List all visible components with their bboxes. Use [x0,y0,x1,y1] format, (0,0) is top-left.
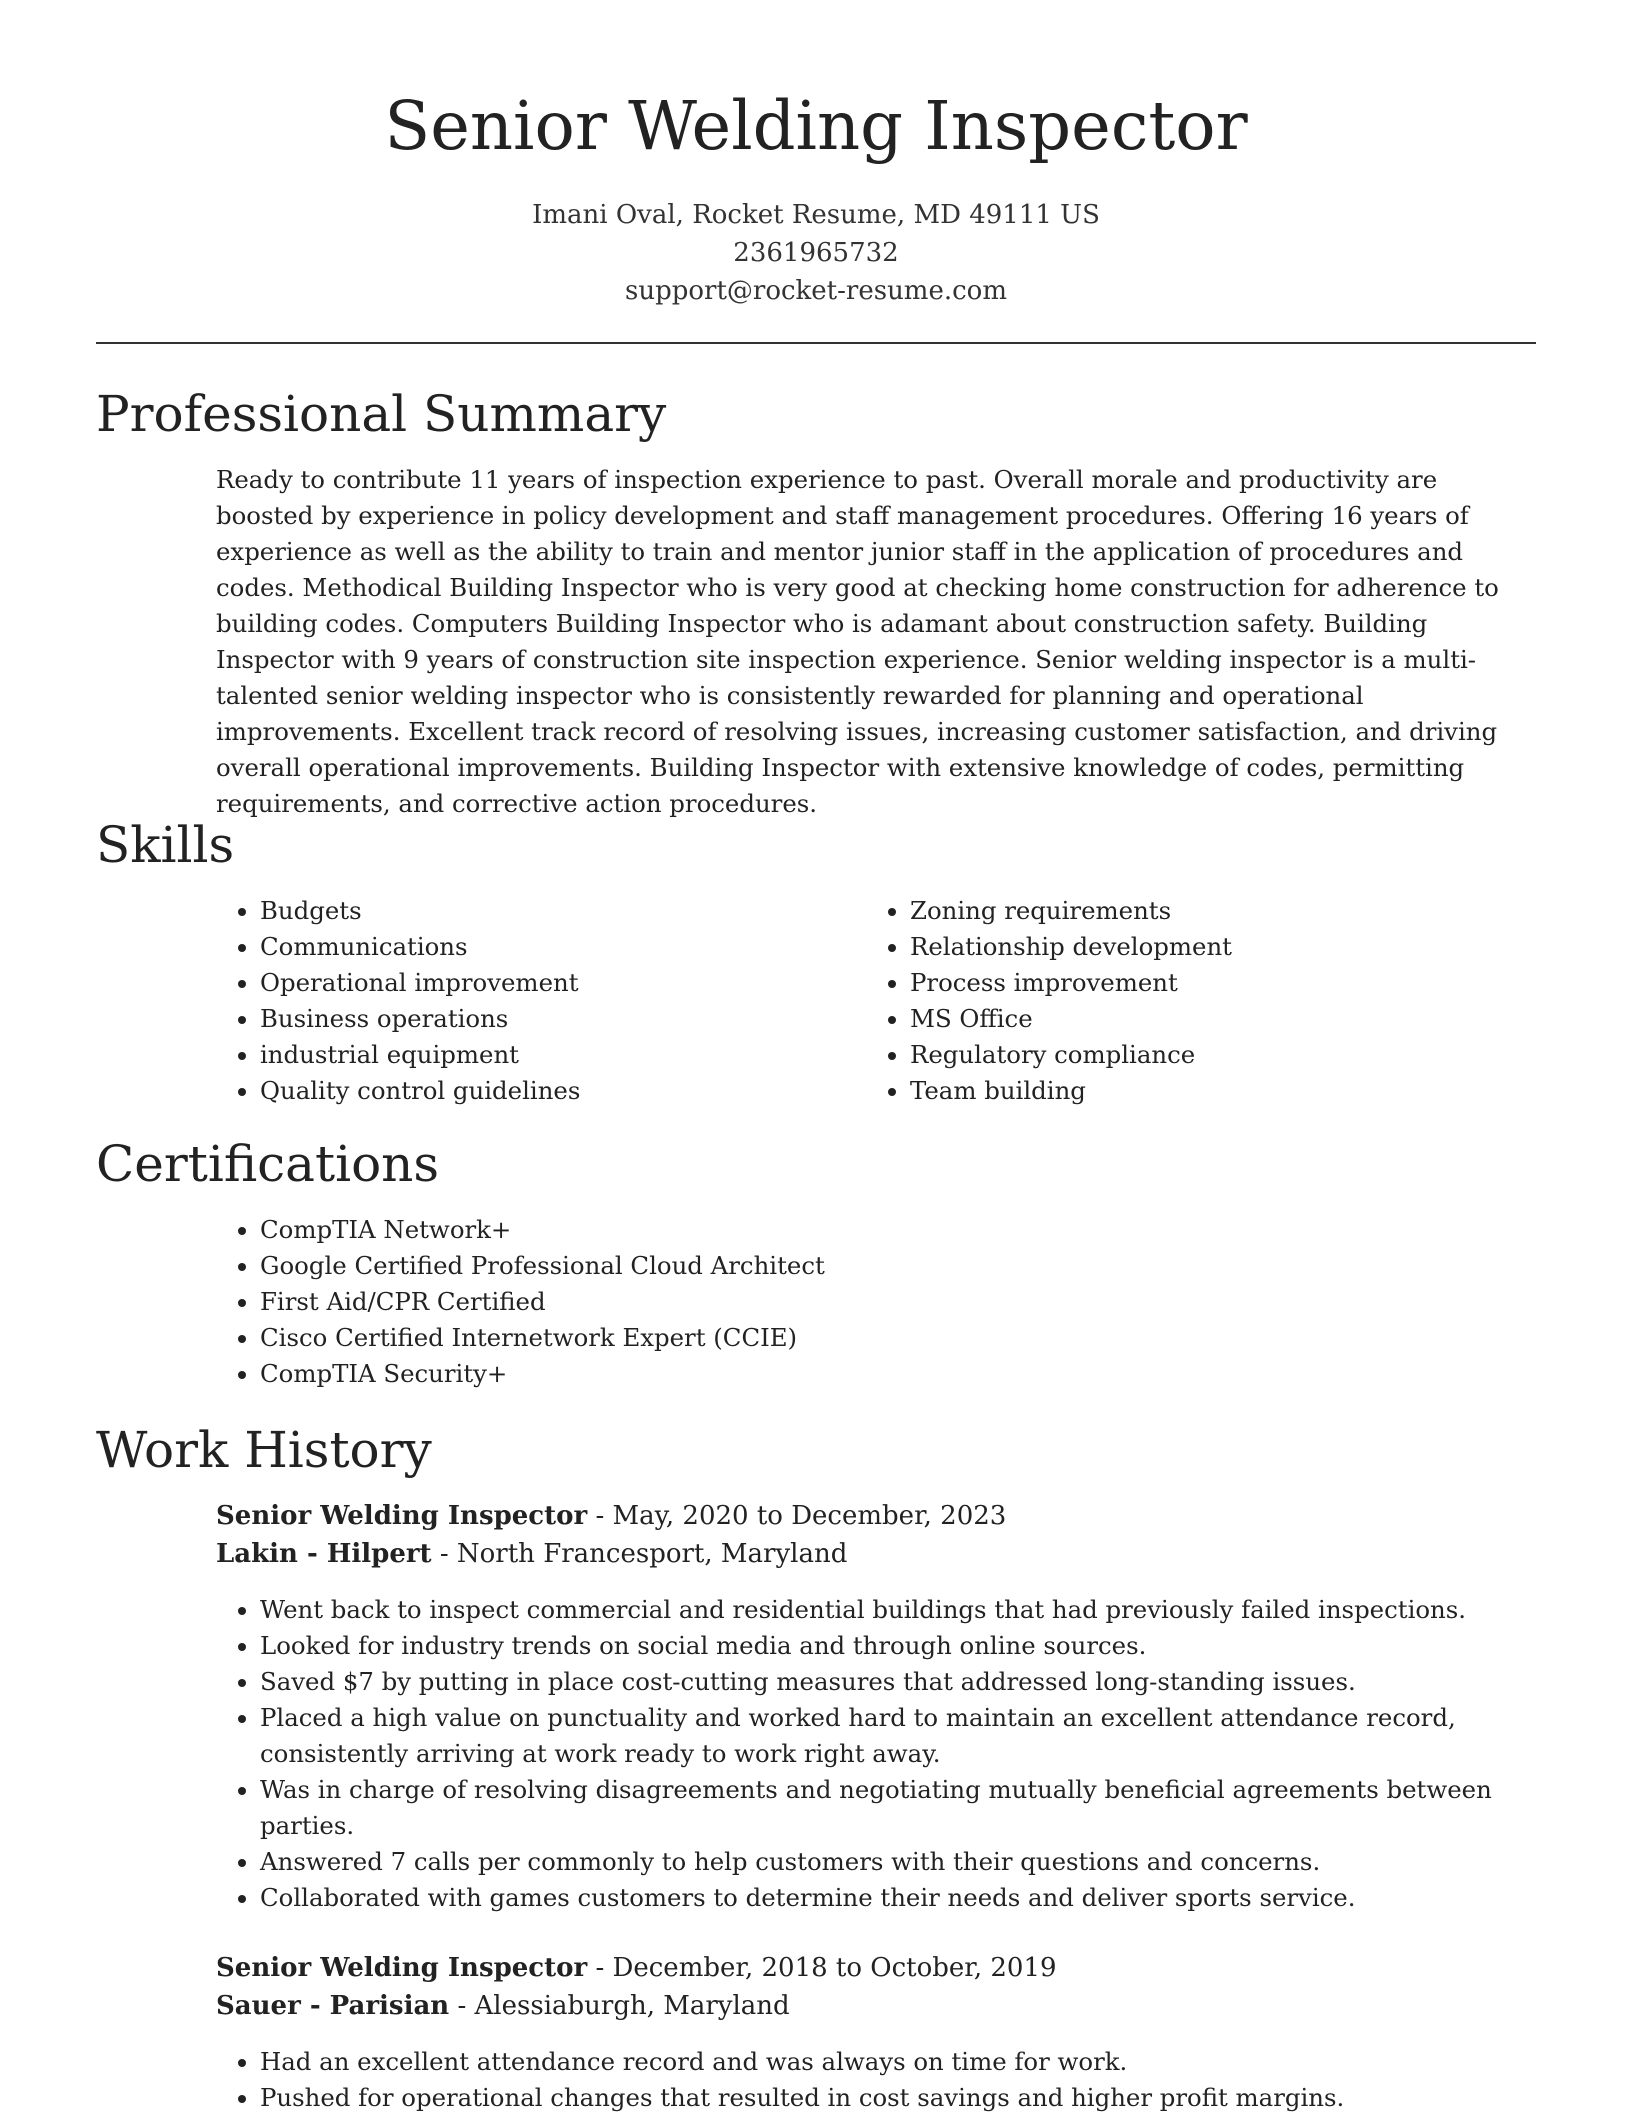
job-duty-item: • Looked for industry trends on social media and through online sources. [260,1628,1560,1664]
certification-item: • Cisco Certified Internetwork Expert (CCIE) [260,1320,1560,1356]
skill-item: • Communications [260,929,860,965]
job-duties-list [216,1592,1560,1916]
job-dates: May, 2020 to December, 2023 [612,1501,1007,1531]
job-title-line: Senior Welding Inspector - December, 2018 to October, 2019 [216,1953,1057,1983]
skill-item: • MS Office [910,1001,1550,1037]
contact-email: support@rocket-resume.com [624,276,1007,306]
job-company: Lakin - Hilpert [216,1539,432,1569]
certification-item: • First Aid/CPR Certified [260,1284,1560,1320]
certifications-list [216,1212,1560,1392]
skill-item: • Operational improvement [260,965,860,1001]
skill-item: • Business operations [260,1001,860,1037]
skill-item: • Relationship development [910,929,1550,965]
contact-address: Imani Oval, Rocket Resume, MD 49111 US [532,200,1100,230]
resume-name: Senior Welding Inspector [384,87,1248,165]
job-duty-item: • Had an excellent attendance record and was always on time for work. [260,2044,1560,2080]
job-duties-list [216,2044,1560,2116]
job-duty-item: • Answered 7 calls per commonly to help customers with their questions and concerns. [260,1844,1560,1880]
skill-item: • Zoning requirements [910,893,1550,929]
skill-item: • industrial equipment [260,1037,860,1073]
certifications-heading: Certifications [96,1135,440,1193]
job-duty-item: • Saved $7 by putting in place cost-cutting measures that addressed long-standing issues. [260,1664,1560,1700]
job-duty-item: • Placed a high value on punctuality and worked hard to maintain an excellent attendance record, consistently arriving at work ready to work right away. [260,1700,1560,1772]
skills-list-left [216,893,860,1109]
job-duty-item: • Collaborated with games customers to determine their needs and deliver sports service. [260,1880,1560,1916]
job-duty-item: • Pushed for operational changes that resulted in cost savings and higher profit margins. [260,2080,1560,2116]
certification-item: • CompTIA Network+ [260,1212,1560,1248]
skills-heading: Skills [96,816,235,874]
job-company: Sauer - Parisian [216,1991,450,2021]
job-duty-item: • Was in charge of resolving disagreements and negotiating mutually beneficial agreements between parties. [260,1772,1560,1844]
certification-item: • Google Certified Professional Cloud Architect [260,1248,1560,1284]
skill-item: • Budgets [260,893,860,929]
job-location: Alessiaburgh, Maryland [474,1991,790,2021]
job-title-line: Senior Welding Inspector - May, 2020 to December, 2023 [216,1501,1007,1531]
skill-item: • Regulatory compliance [910,1037,1550,1073]
skill-item: • Team building [910,1073,1550,1109]
resume-header [96,86,1536,310]
job-dates: December, 2018 to October, 2019 [612,1953,1057,1983]
work-history-heading: Work History [96,1421,432,1479]
skill-item: • Quality control guidelines [260,1073,860,1109]
job-duty-item: • Went back to inspect commercial and residential buildings that had previously failed inspections. [260,1592,1560,1628]
job-location: North Francesport, Maryland [456,1539,848,1569]
summary-text: Ready to contribute 11 years of inspection experience to past. Overall morale and productivity are boosted by experience in policy development and staff management procedures. Offering 16 years of experience as well as the ability to train and mentor junior staff in the application of procedures and codes. Methodical Building Inspector who is very good at checking home construction for adherence to building codes. Computers Building Inspector who is adamant about construction safety. Building Inspector with 9 years of construction site inspection experience. Senior welding inspector is a multi-talented senior welding inspector who is consistently rewarded for planning and operational improvements. Excellent track record of resolving issues, increasing customer satisfaction, and driving overall operational improvements. Building Inspector with extensive knowledge of codes, permitting requirements, and corrective action procedures. [216,465,1499,818]
header-divider [96,342,1536,344]
job-role: Senior Welding Inspector [216,1501,588,1531]
skill-item: • Process improvement [910,965,1550,1001]
job-role: Senior Welding Inspector [216,1953,588,1983]
summary-heading: Professional Summary [96,385,667,443]
job-company-line: Sauer - Parisian - Alessiaburgh, Maryland [216,1991,790,2021]
skills-list-right [866,893,1550,1109]
certification-item: • CompTIA Security+ [260,1356,1560,1392]
contact-phone: 2361965732 [733,238,899,268]
job-company-line: Lakin - Hilpert - North Francesport, Maryland [216,1539,848,1569]
